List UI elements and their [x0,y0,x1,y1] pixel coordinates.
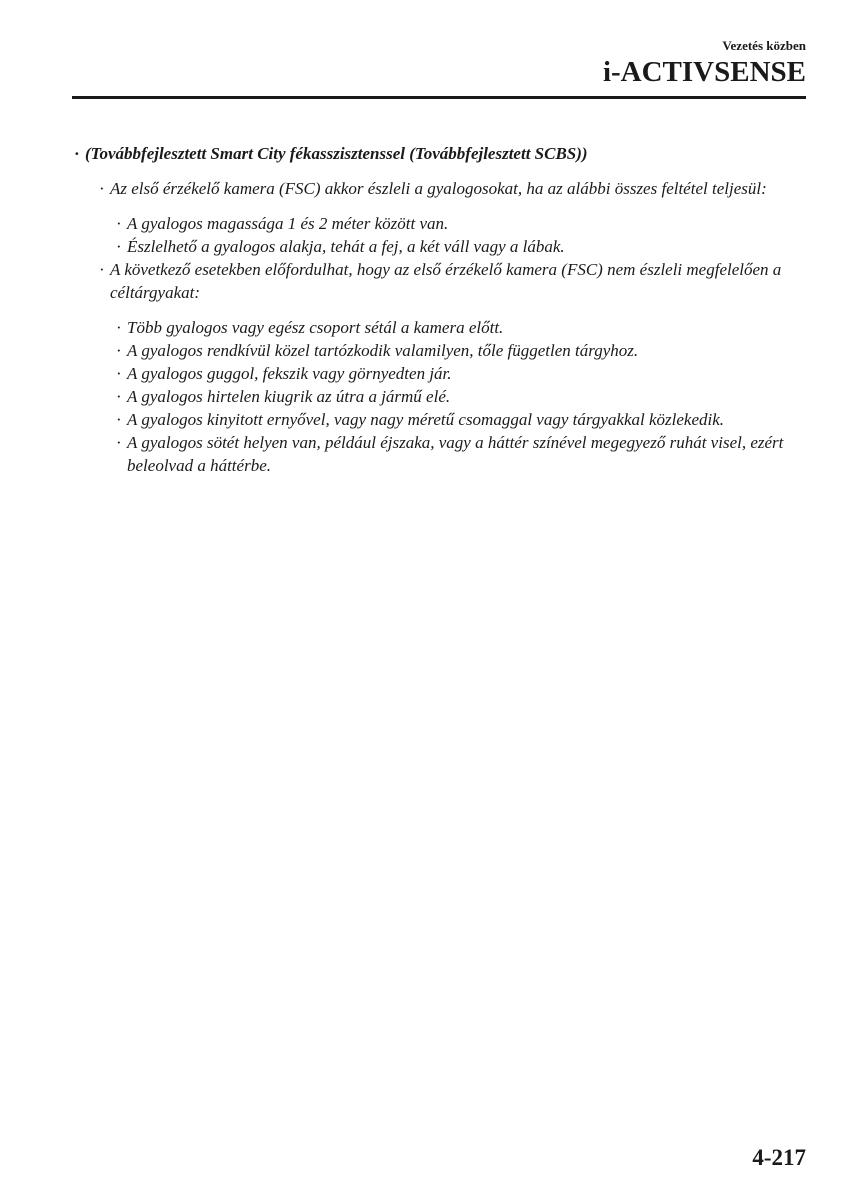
list-item [72,177,812,200]
page-number: 4-217 [752,1145,806,1170]
sub-list-item [72,385,812,408]
bullet-dot: · [116,214,122,233]
main-content [72,142,812,477]
chapter-title: i-ACTIVSENSE [602,56,806,88]
sub-list-item-text: A gyalogos guggol, fekszik vagy görnyedten jár. [127,364,452,383]
sub-list-item [72,431,812,477]
sub-list-item-text: Több gyalogos vagy egész csoport sétál a kamera előtt. [127,318,504,337]
sub-list-item-text: A gyalogos magassága 1 és 2 méter között van. [127,214,449,233]
sub-list-item [72,212,812,235]
list-item-text: Az első érzékelő kamera (FSC) akkor észleli a gyalogosokat, ha az alábbi összes feltétel teljesül: [110,179,767,198]
list-item-text: A következő esetekben előfordulhat, hogy az első érzékelő kamera (FSC) nem észleli megfelelően a céltárgyakat: [110,260,782,302]
bullet-dot: · [116,237,122,256]
bullet-dot: · [116,341,122,360]
sub-list-item-text: Észlelhető a gyalogos alakja, tehát a fej, a két váll vagy a lábak. [127,237,565,256]
sub-list-item-text: A gyalogos hirtelen kiugrik az útra a jármű elé. [127,387,451,406]
sub-list-item-text: A gyalogos sötét helyen van, például éjszaka, vagy a háttér színével megegyező ruhát visel, ezért beleolvad a háttérbe. [127,433,784,475]
list-item [72,258,812,304]
sub-list-item [72,362,812,385]
bullet-dot: · [99,179,105,198]
bullet-dot: · [116,387,122,406]
header-divider [72,96,806,99]
sub-list-item [72,235,812,258]
section-heading [72,142,812,165]
sub-list-item [72,316,812,339]
bullet-dot: · [116,410,122,429]
bullet-dot: · [116,433,122,452]
page-header [72,38,806,88]
sub-list-item [72,408,812,431]
bullet-dot: · [116,364,122,383]
bullet-dot: · [74,144,80,163]
bullet-dot: · [116,318,122,337]
bullet-dot: · [99,260,105,279]
section-heading-text: (Továbbfejlesztett Smart City fékasszisztenssel (Továbbfejlesztett SCBS)) [85,144,588,163]
sub-list-item [72,339,812,362]
sub-list-item-text: A gyalogos rendkívül közel tartózkodik valamilyen, tőle független tárgyhoz. [127,341,639,360]
section-label: Vezetés közben [722,38,806,53]
sub-list-item-text: A gyalogos kinyitott ernyővel, vagy nagy méretű csomaggal vagy tárgyakkal közlekedik. [127,410,725,429]
